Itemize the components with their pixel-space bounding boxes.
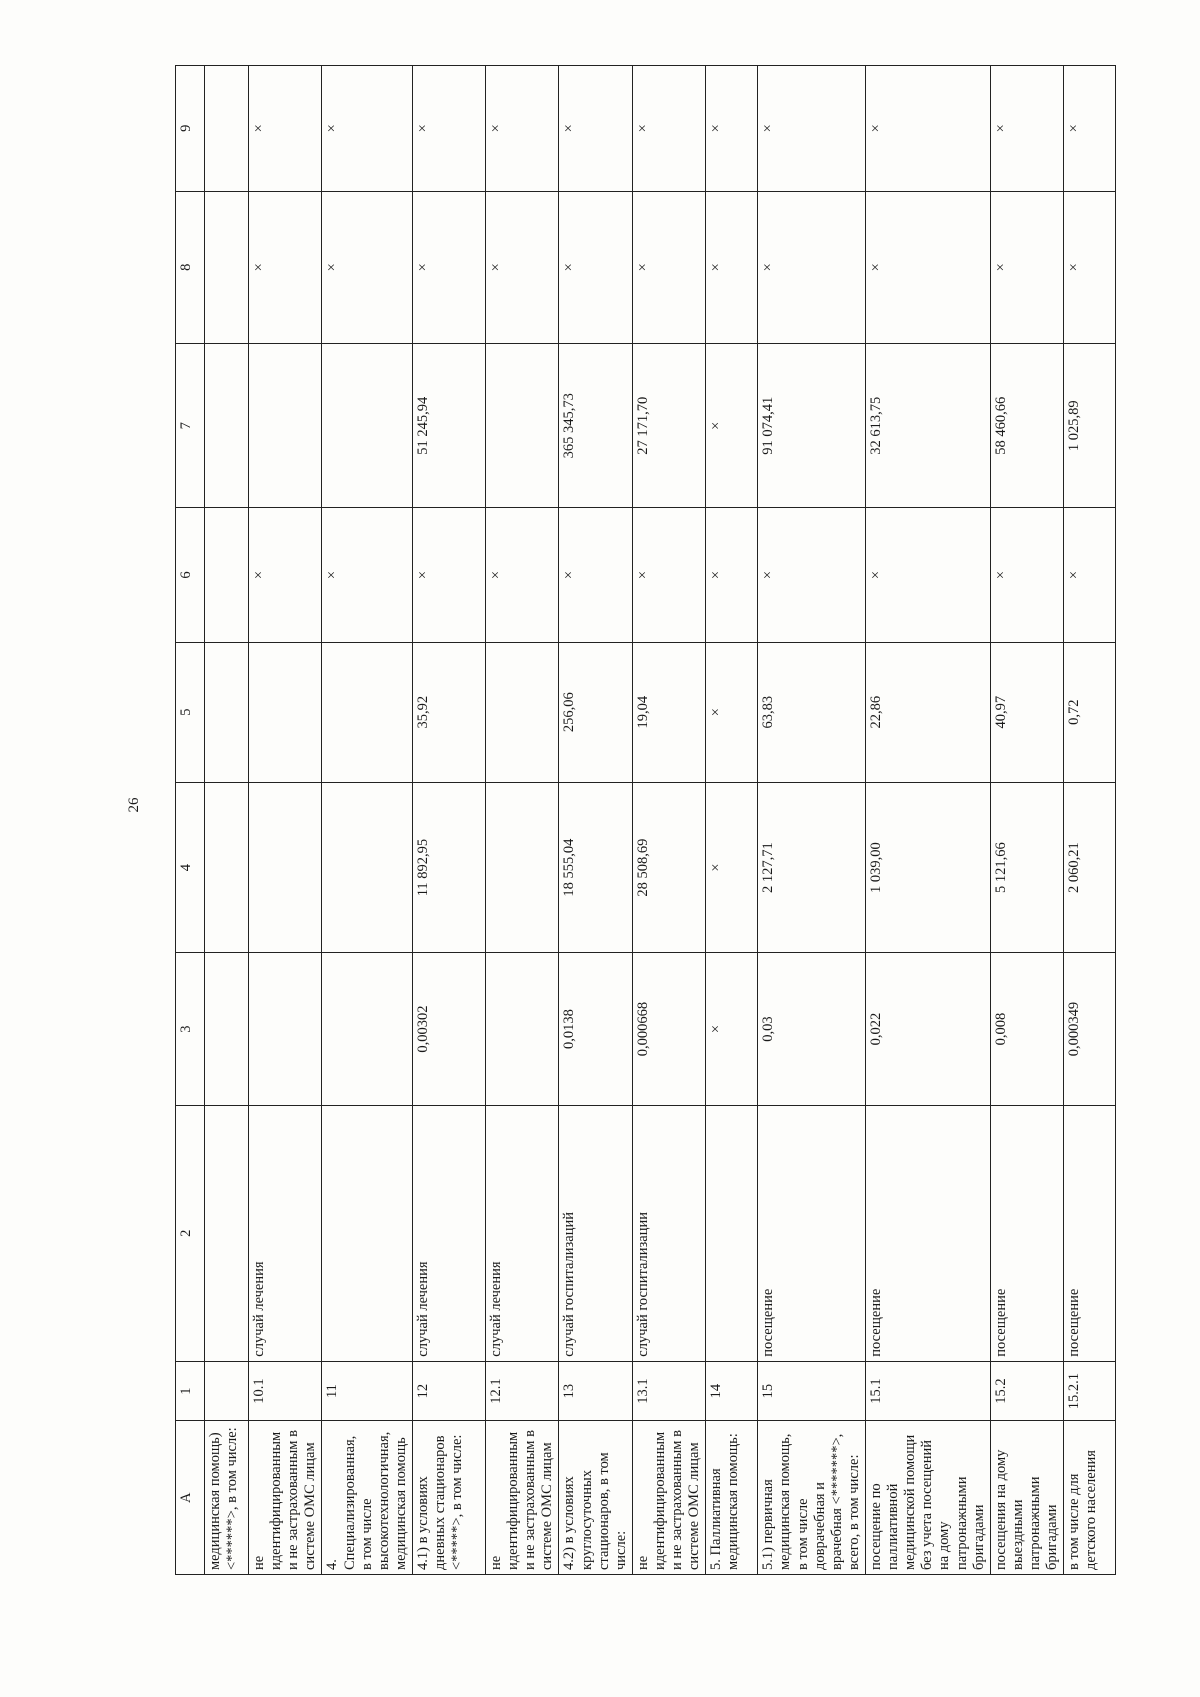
table-cell: × [706,191,758,343]
table-cell: 1 025,89 [1064,343,1116,508]
table-cell: × [706,953,758,1105]
table-cell: × [632,191,705,343]
row-label-cell: 4. Специализированная, в том числе высокотехнологичная, медицинская помощь [322,1421,413,1575]
table-cell: 365 345,73 [559,343,632,508]
table-cell: случай госпитализации [632,1105,705,1361]
table-cell: 32 613,75 [865,343,990,508]
table-cell: × [559,508,632,642]
table-cell [205,508,249,642]
column-header: 2 [176,1105,205,1361]
table-cell: 63,83 [758,642,866,782]
table-cell: × [758,66,866,192]
table-cell: 15.2 [990,1361,1063,1421]
table-cell [485,953,558,1105]
table-cell: 13.1 [632,1361,705,1421]
table-cell [249,782,322,953]
table-cell: × [990,66,1063,192]
table-cell [706,1105,758,1361]
data-table [175,65,1116,1575]
column-header: 4 [176,782,205,953]
table-cell: 19,04 [632,642,705,782]
table-cell: × [1064,191,1116,343]
table-cell: × [865,191,990,343]
table-cell [205,191,249,343]
table-cell: × [1064,66,1116,192]
column-header: 6 [176,508,205,642]
table-cell [322,343,413,508]
row-label-cell: 5. Паллиативная медицинская помощь: [706,1421,758,1575]
table-row [412,66,485,1575]
table-cell: × [249,508,322,642]
row-label-cell: не идентифицированным и не застрахованным в системе ОМС лицам [632,1421,705,1575]
rotated-table-frame [175,65,1100,1575]
table-cell: × [412,191,485,343]
table-header-row [176,66,205,1575]
table-row [485,66,558,1575]
table-container [175,65,1100,1575]
table-cell: 14 [706,1361,758,1421]
table-cell: × [706,343,758,508]
table-row [706,66,758,1575]
row-label-cell: не идентифицированным и не застрахованным в системе ОМС лицам [485,1421,558,1575]
table-cell: × [990,191,1063,343]
row-label-cell: 4.1) в условиях дневных стационаров <*****>, в том числе: [412,1421,485,1575]
table-cell [485,642,558,782]
table-cell: × [706,66,758,192]
table-cell: × [758,508,866,642]
table-cell: посещение [990,1105,1063,1361]
table-cell: 12.1 [485,1361,558,1421]
row-label-cell: медицинская помощь) <******>, в том числе: [205,1421,249,1575]
table-cell: × [412,508,485,642]
table-row [865,66,990,1575]
column-header: 8 [176,191,205,343]
table-cell: 15.1 [865,1361,990,1421]
table-cell: 18 555,04 [559,782,632,953]
table-cell: посещение [1064,1105,1116,1361]
table-cell: × [322,508,413,642]
table-cell: 51 245,94 [412,343,485,508]
table-cell [322,782,413,953]
table-cell: 0,03 [758,953,866,1105]
table-cell: × [865,66,990,192]
table-body [205,66,1116,1575]
table-cell: × [632,66,705,192]
table-cell: 0,0138 [559,953,632,1105]
table-cell [485,782,558,953]
table-cell [485,343,558,508]
table-cell [205,343,249,508]
table-cell [205,1105,249,1361]
table-cell [205,953,249,1105]
table-cell: 91 074,41 [758,343,866,508]
table-row [990,66,1063,1575]
table-row [758,66,866,1575]
table-cell [322,642,413,782]
table-cell: 15.2.1 [1064,1361,1116,1421]
table-cell: 12 [412,1361,485,1421]
table-cell [322,1105,413,1361]
table-cell [249,642,322,782]
table-row [632,66,705,1575]
row-label-cell: не идентифицированным и не застрахованным в системе ОМС лицам [249,1421,322,1575]
row-label-cell: 4.2) в условиях круглосуточных стационаров, в том числе: [559,1421,632,1575]
table-row [322,66,413,1575]
table-cell [205,642,249,782]
table-cell: 0,008 [990,953,1063,1105]
table-cell: × [559,191,632,343]
table-cell: 35,92 [412,642,485,782]
table-cell: 15 [758,1361,866,1421]
table-cell: × [706,508,758,642]
table-cell: × [706,782,758,953]
table-cell: 0,000349 [1064,953,1116,1105]
table-row [559,66,632,1575]
table-cell: случай лечения [412,1105,485,1361]
table-row [205,66,249,1575]
row-label-cell: посещение по паллиативной медицинской помощи без учета посещений на дому патронажными бригадами [865,1421,990,1575]
table-cell [205,66,249,192]
row-label-cell: посещения на дому выездными патронажными бригадами [990,1421,1063,1575]
table-cell: × [706,642,758,782]
table-cell: × [322,66,413,192]
table-cell: 0,00302 [412,953,485,1105]
table-cell: × [322,191,413,343]
table-cell: 256,06 [559,642,632,782]
table-cell: случай лечения [249,1105,322,1361]
column-header: 3 [176,953,205,1105]
table-cell: × [1064,508,1116,642]
column-header: 1 [176,1361,205,1421]
table-cell: 58 460,66 [990,343,1063,508]
table-cell [205,1361,249,1421]
table-cell [322,953,413,1105]
table-cell: × [485,508,558,642]
table-cell: случай лечения [485,1105,558,1361]
table-cell: × [559,66,632,192]
table-cell: × [485,191,558,343]
row-label-cell: в том числе для детского населения [1064,1421,1116,1575]
table-cell: 40,97 [990,642,1063,782]
table-row [1064,66,1116,1575]
page-number: 26 [126,797,142,813]
table-cell: 11 [322,1361,413,1421]
column-header: 9 [176,66,205,192]
table-cell: 22,86 [865,642,990,782]
table-cell: × [485,66,558,192]
table-cell [249,953,322,1105]
row-label-cell: 5.1) первичная медицинская помощь, в том числе доврачебная и врачебная <*******>, всего, в том числе: [758,1421,866,1575]
table-cell: × [990,508,1063,642]
table-cell: 0,000668 [632,953,705,1105]
table-cell: посещение [865,1105,990,1361]
table-cell: случай госпитализаций [559,1105,632,1361]
table-cell: × [632,508,705,642]
table-cell: 11 892,95 [412,782,485,953]
column-header: 5 [176,642,205,782]
table-cell: 27 171,70 [632,343,705,508]
table-cell: 2 060,21 [1064,782,1116,953]
table-cell [205,782,249,953]
table-cell: 2 127,71 [758,782,866,953]
table-cell: 13 [559,1361,632,1421]
table-cell: 5 121,66 [990,782,1063,953]
table-cell: 1 039,00 [865,782,990,953]
column-header: 7 [176,343,205,508]
table-cell: × [249,191,322,343]
table-cell: посещение [758,1105,866,1361]
table-cell [249,343,322,508]
table-cell: × [412,66,485,192]
table-cell: × [865,508,990,642]
table-cell: 0,72 [1064,642,1116,782]
column-header: A [176,1421,205,1575]
table-cell: 0,022 [865,953,990,1105]
table-cell: × [758,191,866,343]
table-cell: 28 508,69 [632,782,705,953]
table-row [249,66,322,1575]
table-cell: × [249,66,322,192]
table-cell: 10.1 [249,1361,322,1421]
